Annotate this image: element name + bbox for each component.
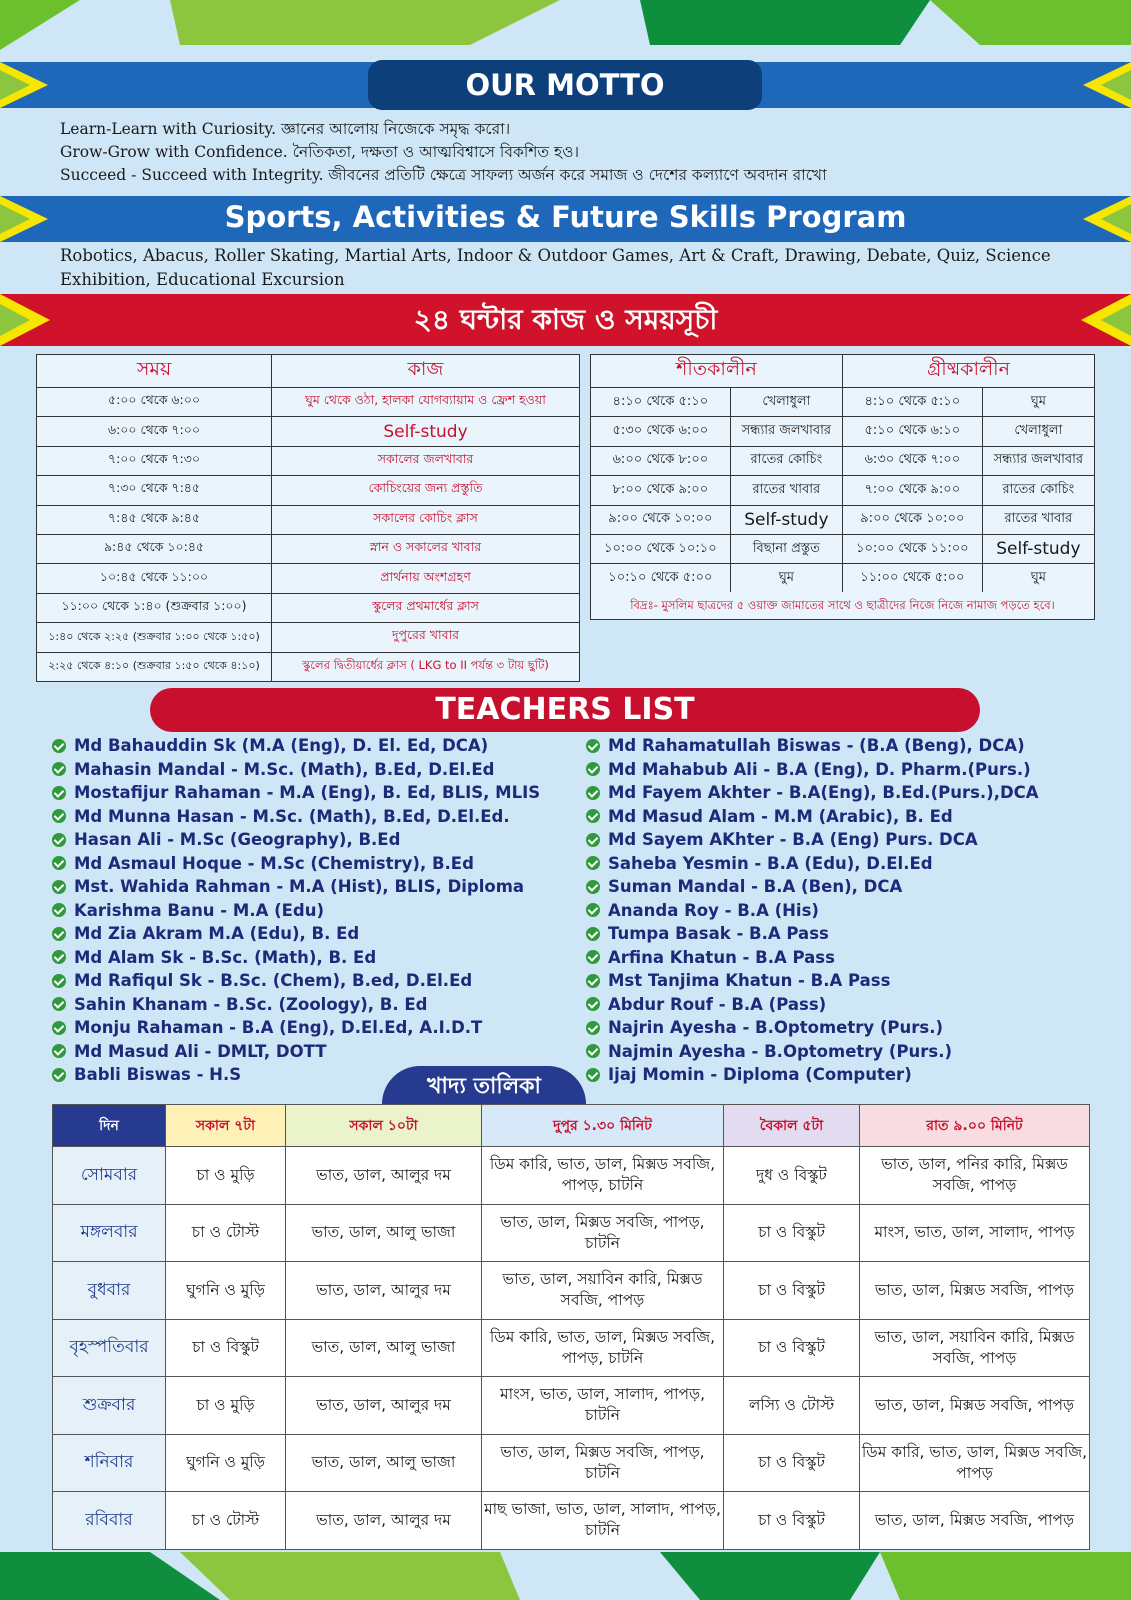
time-cell: ১১:০০ থেকে ৫:০০ bbox=[842, 564, 982, 593]
meal-cell: চা ও বিস্কুট bbox=[724, 1492, 860, 1550]
teacher-name: Monju Rahaman - B.A (Eng), D.El.Ed, A.I.D.T bbox=[74, 1018, 483, 1037]
time-cell: ১০:১০ থেকে ৫:০০ bbox=[591, 564, 731, 593]
activity-cell: Self-study bbox=[982, 534, 1094, 563]
check-icon bbox=[52, 762, 66, 776]
list-item bbox=[586, 899, 1039, 923]
activity-cell: রাতের কোচিং bbox=[730, 446, 842, 475]
activity-cell: খেলাধুলা bbox=[982, 417, 1094, 446]
meal-cell: ভাত, ডাল, আলুর দম bbox=[286, 1492, 482, 1550]
time-cell: ৫:৩০ থেকে ৬:০০ bbox=[591, 417, 731, 446]
task-cell: স্কুলের প্রথমার্ধের ক্লাস bbox=[272, 593, 580, 622]
activity-cell: রাতের খাবার bbox=[982, 505, 1094, 534]
table-row bbox=[591, 446, 1095, 475]
check-icon bbox=[52, 739, 66, 753]
check-icon bbox=[586, 997, 600, 1011]
activity-cell: সন্ধ্যার জলখাবার bbox=[730, 417, 842, 446]
teacher-name: Babli Biswas - H.S bbox=[74, 1065, 242, 1084]
task-cell: কোচিংয়ের জন্য প্রস্তুতি bbox=[272, 476, 580, 505]
day-cell: সোমবার bbox=[53, 1147, 166, 1205]
teacher-name: Md Munna Hasan - M.Sc. (Math), B.Ed, D.El.Ed. bbox=[74, 806, 510, 826]
teachers-list-left bbox=[52, 734, 540, 1087]
teacher-name: Md Sayem AKhter - B.A (Eng) Purs. DCA bbox=[608, 830, 978, 849]
column-header: দিন bbox=[53, 1105, 166, 1147]
teacher-name: Md Bahauddin Sk (M.A (Eng), D. El. Ed, DCA) bbox=[74, 736, 489, 755]
time-cell: ৯:৪৫ থেকে ১০:৪৫ bbox=[37, 534, 272, 563]
meal-cell: চা ও টোস্ট bbox=[166, 1492, 286, 1550]
motto-line: Learn-Learn with Curiosity. জ্ঞানের আলোয় নিজেকে সমৃদ্ধ করো। bbox=[60, 120, 511, 138]
day-cell: শনিবার bbox=[53, 1434, 166, 1492]
column-header: বৈকাল ৫টা bbox=[724, 1105, 860, 1147]
list-item bbox=[52, 805, 540, 829]
meal-cell: ঘুগনি ও মুড়ি bbox=[166, 1434, 286, 1492]
list-item bbox=[586, 1063, 1039, 1087]
teacher-name: Md Asmaul Hoque - M.Sc (Chemistry), B.Ed bbox=[74, 853, 474, 873]
table-row bbox=[591, 534, 1095, 563]
motto-line: Grow-Grow with Confidence. নৈতিকতা, দক্ষতা ও আত্মবিশ্বাসে বিকশিত হও। bbox=[60, 143, 580, 161]
check-icon bbox=[52, 833, 66, 847]
meal-cell: চা ও বিস্কুট bbox=[166, 1319, 286, 1377]
meal-cell: ভাত, ডাল, আলুর দম bbox=[286, 1262, 482, 1320]
decorative-border-top bbox=[0, 0, 1131, 50]
time-cell: ৯:০০ থেকে ১০:০০ bbox=[842, 505, 982, 534]
activity-cell: ঘুম bbox=[982, 564, 1094, 593]
meal-cell: ভাত, ডাল, আলুর দম bbox=[286, 1377, 482, 1435]
day-cell: রবিবার bbox=[53, 1492, 166, 1550]
column-header: শীতকালীন bbox=[591, 355, 843, 388]
teachers-list-right bbox=[586, 734, 1039, 1087]
list-item bbox=[586, 1016, 1039, 1040]
task-cell: ঘুম থেকে ওঠা, হালকা যোগব্যায়াম ও ফ্রেশ হওয়া bbox=[272, 388, 580, 417]
time-cell: ৯:০০ থেকে ১০:০০ bbox=[591, 505, 731, 534]
teacher-name: Hasan Ali - M.Sc (Geography), B.Ed bbox=[74, 830, 401, 849]
time-cell: ৬:০০ থেকে ৮:০০ bbox=[591, 446, 731, 475]
time-cell: ১১:০০ থেকে ১:৪০ (শুক্রবার ১:০০) bbox=[37, 593, 272, 622]
list-item bbox=[586, 922, 1039, 946]
list-item bbox=[52, 899, 540, 923]
check-icon bbox=[586, 950, 600, 964]
check-icon bbox=[586, 786, 600, 800]
column-header: সকাল ৭টা bbox=[166, 1105, 286, 1147]
teacher-name: Mahasin Mandal - M.Sc. (Math), B.Ed, D.El.Ed bbox=[74, 759, 495, 779]
meal-cell: চা ও বিস্কুট bbox=[724, 1434, 860, 1492]
meal-cell: চা ও মুড়ি bbox=[166, 1377, 286, 1435]
column-header: দুপুর ১.৩০ মিনিট bbox=[482, 1105, 724, 1147]
column-header: সময় bbox=[37, 355, 272, 388]
check-icon bbox=[52, 1068, 66, 1082]
time-cell: ৫:০০ থেকে ৬:০০ bbox=[37, 388, 272, 417]
time-cell: ৭:০০ থেকে ৯:০০ bbox=[842, 476, 982, 505]
list-item bbox=[52, 969, 540, 993]
teacher-name: Mst. Wahida Rahman - M.A (Hist), BLIS, Diploma bbox=[74, 877, 525, 896]
teacher-name: Tumpa Basak - B.A Pass bbox=[608, 924, 829, 943]
table-row bbox=[37, 417, 580, 446]
list-item bbox=[52, 1040, 540, 1064]
teacher-name: Karishma Banu - M.A (Edu) bbox=[74, 900, 325, 920]
check-icon bbox=[52, 950, 66, 964]
check-icon bbox=[52, 809, 66, 823]
table-row bbox=[37, 623, 580, 652]
meal-cell: ভাত, ডাল, মিক্সড সবজি, পাপড়, চাটনি bbox=[482, 1434, 724, 1492]
activity-cell: Self-study bbox=[730, 505, 842, 534]
meal-cell: মাংস, ভাত, ডাল, সালাদ, পাপড় bbox=[860, 1204, 1090, 1262]
teacher-name: Mst Tanjima Khatun - B.A Pass bbox=[608, 971, 891, 990]
column-header: কাজ bbox=[272, 355, 580, 388]
list-item bbox=[586, 805, 1039, 829]
time-cell: ৬:৩০ থেকে ৭:০০ bbox=[842, 446, 982, 475]
table-row bbox=[37, 534, 580, 563]
task-cell: Self-study bbox=[272, 417, 580, 446]
check-icon bbox=[586, 833, 600, 847]
meal-cell: ভাত, ডাল, মিক্সড সবজি, পাপড় bbox=[860, 1492, 1090, 1550]
time-cell: ৮:০০ থেকে ৯:০০ bbox=[591, 476, 731, 505]
check-icon bbox=[586, 880, 600, 894]
activity-cell: ঘুম bbox=[730, 564, 842, 593]
task-cell: স্কুলের দ্বিতীয়ার্ধের ক্লাস ( LKG to II পর্যন্ত ৩ টায় ছুটি) bbox=[272, 652, 580, 681]
daily-schedule-table bbox=[36, 354, 580, 682]
task-cell: দুপুরের খাবার bbox=[272, 623, 580, 652]
task-cell: প্রার্থনায় অংশগ্রহণ bbox=[272, 564, 580, 593]
table-row bbox=[53, 1434, 1090, 1492]
list-item bbox=[586, 828, 1039, 852]
teachers-title: TEACHERS LIST bbox=[150, 688, 980, 732]
motto-lines bbox=[60, 118, 1100, 187]
meal-cell: ডিম কারি, ভাত, ডাল, মিক্সড সবজি, পাপড়, চাটনি bbox=[482, 1319, 724, 1377]
meal-cell: ভাত, ডাল, মিক্সড সবজি, পাপড় bbox=[860, 1262, 1090, 1320]
activity-cell: খেলাধুলা bbox=[730, 388, 842, 417]
time-cell: ১০:০০ থেকে ১০:১০ bbox=[591, 534, 731, 563]
check-icon bbox=[586, 762, 600, 776]
table-row bbox=[37, 652, 580, 681]
time-cell: ২:২৫ থেকে ৪:১০ (শুক্রবার ১:৫০ থেকে ৪:১০) bbox=[37, 652, 272, 681]
list-item bbox=[586, 946, 1039, 970]
teacher-name: Saheba Yesmin - B.A (Edu), D.El.Ed bbox=[608, 853, 933, 873]
meal-cell: ভাত, ডাল, সয়াবিন কারি, মিক্সড সবজি, পাপড় bbox=[860, 1319, 1090, 1377]
meal-cell: চা ও বিস্কুট bbox=[724, 1204, 860, 1262]
meal-cell: মাছ ভাজা, ভাত, ডাল, সালাদ, পাপড়, চাটনি bbox=[482, 1492, 724, 1550]
table-row bbox=[591, 388, 1095, 417]
day-cell: মঙ্গলবার bbox=[53, 1204, 166, 1262]
food-title: খাদ্য তালিকা bbox=[382, 1066, 586, 1104]
meal-cell: ভাত, ডাল, পনির কারি, মিক্সড সবজি, পাপড় bbox=[860, 1147, 1090, 1205]
table-row bbox=[53, 1319, 1090, 1377]
check-icon bbox=[52, 974, 66, 988]
activity-cell: বিছানা প্রস্তুত bbox=[730, 534, 842, 563]
table-row bbox=[591, 564, 1095, 593]
list-item bbox=[52, 922, 540, 946]
table-row bbox=[53, 1204, 1090, 1262]
meal-cell: ভাত, ডাল, আলু ভাজা bbox=[286, 1434, 482, 1492]
seasonal-schedule-table bbox=[590, 354, 1095, 594]
teacher-name: Ananda Roy - B.A (His) bbox=[608, 900, 819, 920]
meal-cell: চা ও মুড়ি bbox=[166, 1147, 286, 1205]
list-item bbox=[586, 993, 1039, 1017]
check-icon bbox=[52, 997, 66, 1011]
list-item bbox=[52, 758, 540, 782]
list-item bbox=[52, 828, 540, 852]
list-item bbox=[586, 734, 1039, 758]
time-cell: ৭:০০ থেকে ৭:৩০ bbox=[37, 446, 272, 475]
motto-title: OUR MOTTO bbox=[368, 60, 762, 110]
time-cell: ৬:০০ থেকে ৭:০০ bbox=[37, 417, 272, 446]
time-cell: ৪:১০ থেকে ৫:১০ bbox=[842, 388, 982, 417]
check-icon bbox=[586, 903, 600, 917]
check-icon bbox=[586, 739, 600, 753]
activity-cell: সন্ধ্যার জলখাবার bbox=[982, 446, 1094, 475]
band-arrow-left bbox=[0, 62, 60, 108]
decorative-border-bottom bbox=[0, 1552, 1131, 1600]
teacher-name: Md Rafiqul Sk - B.Sc. (Chem), B.ed, D.El.Ed bbox=[74, 971, 473, 990]
activity-cell: রাতের কোচিং bbox=[982, 476, 1094, 505]
table-row bbox=[37, 593, 580, 622]
list-item bbox=[52, 993, 540, 1017]
teacher-name: Md Mahabub Ali - B.A (Eng), D. Pharm.(Purs.) bbox=[608, 759, 1031, 779]
motto-line: Succeed - Succeed with Integrity. জীবনের প্রতিটি ক্ষেত্রে সাফল্য অর্জন করে সমাজ ও দেশের কল্যাণে অবদান রাখো bbox=[60, 166, 827, 184]
band-arrow-right bbox=[1071, 62, 1131, 108]
list-item bbox=[52, 781, 540, 805]
meal-cell: ডিম কারি, ভাত, ডাল, মিক্সড সবজি, পাপড়, চাটনি bbox=[482, 1147, 724, 1205]
meal-cell: চা ও বিস্কুট bbox=[724, 1262, 860, 1320]
prayer-note: বিদ্রঃ- মুসলিম ছাত্রদের ৫ ওয়াক্ত জামাতের সাথে ও ছাত্রীদের নিজে নিজে নামাজ পড়তে হবে। bbox=[590, 592, 1095, 620]
day-cell: বৃহস্পতিবার bbox=[53, 1319, 166, 1377]
teacher-name: Md Alam Sk - B.Sc. (Math), B. Ed bbox=[74, 947, 377, 967]
food-menu-table bbox=[52, 1104, 1090, 1550]
day-cell: বুধবার bbox=[53, 1262, 166, 1320]
time-cell: ৪:১০ থেকে ৫:১০ bbox=[591, 388, 731, 417]
time-cell: ৫:১০ থেকে ৬:১০ bbox=[842, 417, 982, 446]
meal-cell: চা ও বিস্কুট bbox=[724, 1319, 860, 1377]
time-cell: ১:৪০ থেকে ২:২৫ (শুক্রবার ১:০০ থেকে ১:৫০) bbox=[37, 623, 272, 652]
table-row bbox=[53, 1492, 1090, 1550]
day-cell: শুক্রবার bbox=[53, 1377, 166, 1435]
teacher-name: Md Zia Akram M.A (Edu), B. Ed bbox=[74, 924, 360, 943]
meal-cell: ঘুগনি ও মুড়ি bbox=[166, 1262, 286, 1320]
list-item bbox=[52, 852, 540, 876]
task-cell: স্নান ও সকালের খাবার bbox=[272, 534, 580, 563]
meal-cell: মাংস, ভাত, ডাল, সালাদ, পাপড়, চাটনি bbox=[482, 1377, 724, 1435]
teacher-name: Najrin Ayesha - B.Optometry (Purs.) bbox=[608, 1018, 944, 1037]
table-row bbox=[37, 388, 580, 417]
meal-cell: দুধ ও বিস্কুট bbox=[724, 1147, 860, 1205]
teacher-name: Md Masud Ali - DMLT, DOTT bbox=[74, 1041, 327, 1061]
list-item bbox=[52, 946, 540, 970]
time-cell: ৭:৩০ থেকে ৭:৪৫ bbox=[37, 476, 272, 505]
check-icon bbox=[52, 786, 66, 800]
check-icon bbox=[586, 809, 600, 823]
meal-cell: লস্যি ও টোস্ট bbox=[724, 1377, 860, 1435]
teacher-name: Najmin Ayesha - B.Optometry (Purs.) bbox=[608, 1041, 953, 1061]
teacher-name: Md Rahamatullah Biswas - (B.A (Beng), DCA) bbox=[608, 736, 1025, 755]
time-cell: ১০:০০ থেকে ১১:০০ bbox=[842, 534, 982, 563]
program-text: Robotics, Abacus, Roller Skating, Martial Arts, Indoor & Outdoor Games, Art & Craft, Drawing, Debate, Quiz, Science Exhibition, Educational Excursion bbox=[60, 246, 1051, 289]
check-icon bbox=[586, 1068, 600, 1082]
list-item bbox=[586, 758, 1039, 782]
meal-cell: ভাত, ডাল, আলুর দম bbox=[286, 1147, 482, 1205]
teacher-name: Arfina Khatun - B.A Pass bbox=[608, 947, 835, 967]
column-header: রাত ৯.০০ মিনিট bbox=[860, 1105, 1090, 1147]
list-item bbox=[586, 852, 1039, 876]
check-icon bbox=[52, 927, 66, 941]
meal-cell: ভাত, ডাল, আলু ভাজা bbox=[286, 1204, 482, 1262]
check-icon bbox=[586, 856, 600, 870]
check-icon bbox=[52, 1021, 66, 1035]
table-row bbox=[37, 446, 580, 475]
activity-cell: ঘুম bbox=[982, 388, 1094, 417]
meal-cell: ডিম কারি, ভাত, ডাল, মিক্সড সবজি, পাপড় bbox=[860, 1434, 1090, 1492]
meal-cell: ভাত, ডাল, মিক্সড সবজি, পাপড় bbox=[860, 1377, 1090, 1435]
table-row bbox=[53, 1262, 1090, 1320]
list-item bbox=[586, 969, 1039, 993]
column-header: গ্রীষ্মকালীন bbox=[842, 355, 1094, 388]
check-icon bbox=[52, 856, 66, 870]
list-item bbox=[52, 875, 540, 899]
list-item bbox=[586, 1040, 1039, 1064]
activity-cell: রাতের খাবার bbox=[730, 476, 842, 505]
task-cell: সকালের কোচিং ক্লাস bbox=[272, 505, 580, 534]
task-cell: সকালের জলখাবার bbox=[272, 446, 580, 475]
meal-cell: ভাত, ডাল, সয়াবিন কারি, মিক্সড সবজি, পাপড় bbox=[482, 1262, 724, 1320]
list-item bbox=[586, 875, 1039, 899]
teacher-name: Suman Mandal - B.A (Ben), DCA bbox=[608, 877, 903, 896]
column-header: সকাল ১০টা bbox=[286, 1105, 482, 1147]
table-row bbox=[591, 505, 1095, 534]
table-row bbox=[53, 1147, 1090, 1205]
teacher-name: Md Masud Alam - M.M (Arabic), B. Ed bbox=[608, 806, 953, 826]
meal-cell: চা ও টোস্ট bbox=[166, 1204, 286, 1262]
routine-title: ২৪ ঘন্টার কাজ ও সময়সূচী bbox=[413, 303, 718, 336]
table-row bbox=[37, 476, 580, 505]
teacher-name: Ijaj Momin - Diploma (Computer) bbox=[608, 1065, 912, 1084]
list-item bbox=[586, 781, 1039, 805]
check-icon bbox=[52, 903, 66, 917]
time-cell: ১০:৪৫ থেকে ১১:০০ bbox=[37, 564, 272, 593]
list-item bbox=[52, 734, 540, 758]
table-row bbox=[591, 476, 1095, 505]
table-row bbox=[53, 1377, 1090, 1435]
teacher-name: Abdur Rouf - B.A (Pass) bbox=[608, 994, 827, 1014]
check-icon bbox=[586, 974, 600, 988]
check-icon bbox=[586, 1021, 600, 1035]
teacher-name: Sahin Khanam - B.Sc. (Zoology), B. Ed bbox=[74, 994, 428, 1014]
teacher-name: Md Fayem Akhter - B.A(Eng), B.Ed.(Purs.),DCA bbox=[608, 783, 1039, 802]
meal-cell: ভাত, ডাল, আলু ভাজা bbox=[286, 1319, 482, 1377]
time-cell: ৭:৪৫ থেকে ৯:৪৫ bbox=[37, 505, 272, 534]
check-icon bbox=[52, 1044, 66, 1058]
list-item bbox=[52, 1016, 540, 1040]
table-row bbox=[591, 417, 1095, 446]
table-row bbox=[37, 564, 580, 593]
program-title: Sports, Activities & Future Skills Program bbox=[224, 200, 907, 234]
table-row bbox=[37, 505, 580, 534]
teacher-name: Mostafijur Rahaman - M.A (Eng), B. Ed, BLIS, MLIS bbox=[74, 783, 541, 802]
check-icon bbox=[586, 1044, 600, 1058]
check-icon bbox=[52, 880, 66, 894]
check-icon bbox=[586, 927, 600, 941]
meal-cell: ভাত, ডাল, মিক্সড সবজি, পাপড়, চাটনি bbox=[482, 1204, 724, 1262]
